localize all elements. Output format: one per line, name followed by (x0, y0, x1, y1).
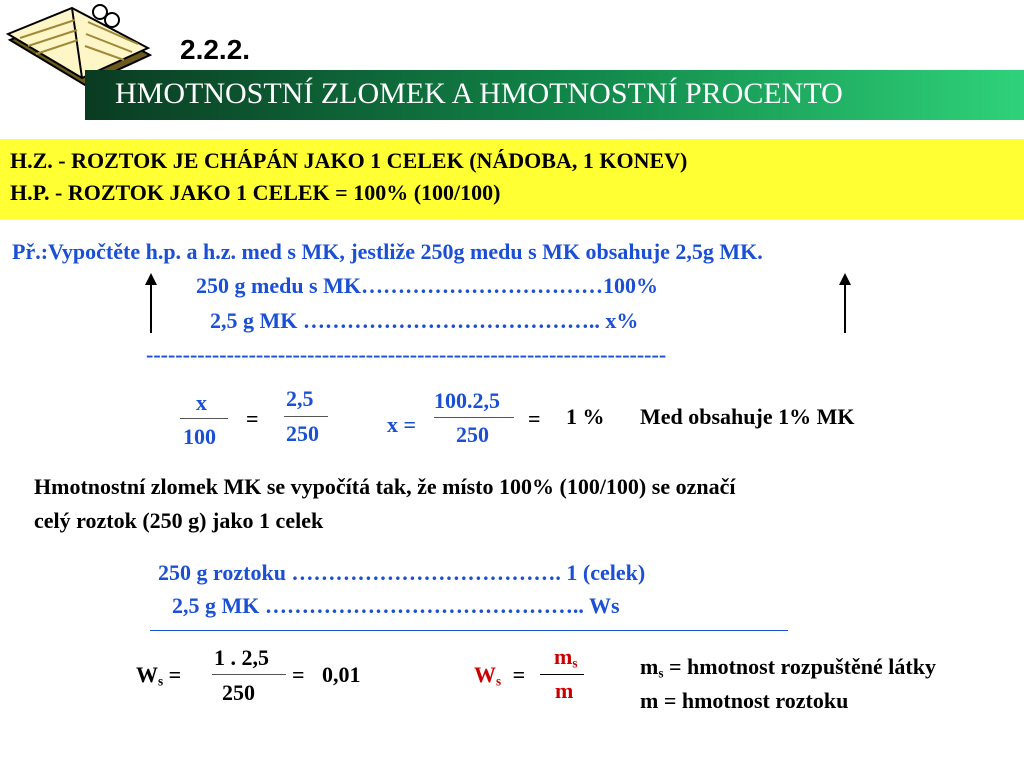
section-number: 2.2.2. (180, 34, 251, 65)
formula-numerator: $m_s$ (554, 644, 578, 671)
title-bar (85, 70, 1024, 120)
eq1-calc-denominator: 250 (456, 422, 489, 447)
formula-fraction-line (540, 674, 584, 675)
proportion2-row-2: 2,5 g MK …………………………………….. Ws (172, 593, 620, 618)
explanation-line-2: celý roztok (250 g) jako 1 celek (34, 508, 324, 533)
formula-ws-label: $W_s$ = (474, 662, 526, 689)
eq1-rhs-denominator: 250 (286, 421, 319, 446)
eq2-numerator: 1 . 2,5 (214, 645, 269, 670)
formula-denominator: m (555, 678, 574, 703)
eq1-conclusion: Med obsahuje 1% MK (640, 404, 855, 429)
explanation-line-1: Hmotnostní zlomek MK se vypočítá tak, že místo 100% (100/100) se označí (34, 474, 736, 499)
eq2-result: 0,01 (322, 662, 361, 687)
proportion2-underline (150, 630, 788, 631)
eq2-fraction-line (212, 674, 286, 675)
legend-m: m = hmotnost roztoku (640, 688, 849, 713)
eq1-rhs-fraction-line (284, 416, 328, 417)
legend-ms: $m_s$ = hmotnost rozpuštěné látky (640, 654, 936, 681)
eq1-equals-2: = (528, 406, 541, 431)
eq1-calc-fraction-line (434, 417, 514, 418)
dashed-separator: ----------------------------------------------------------------------- (146, 342, 667, 367)
eq1-equals: = (246, 406, 259, 431)
definition-hp: H.P. - ROZTOK JAKO 1 CELEK = 100% (100/100) (10, 180, 501, 205)
arrow-left-icon (150, 275, 152, 333)
page-title: HMOTNOSTNÍ ZLOMEK A HMOTNOSTNÍ PROCENTO (115, 77, 843, 110)
eq1-lhs-fraction-line (180, 418, 228, 419)
proportion2-row-1: 250 g roztoku ………………………………. 1 (celek) (158, 560, 646, 585)
eq1-lhs-denominator: 100 (183, 424, 216, 449)
proportion-row-2: 2,5 g MK ………………………………….. x% (210, 308, 639, 333)
eq2-denominator: 250 (222, 680, 255, 705)
definition-hz: H.Z. - ROZTOK JE CHÁPÁN JAKO 1 CELEK (NÁDOBA, 1 KONEV) (10, 148, 688, 173)
proportion-row-1: 250 g medu s MK……………………………100% (196, 273, 658, 298)
eq2-equals: = (292, 662, 305, 687)
arrow-right-icon (844, 275, 846, 333)
eq1-calc-numerator: 100.2,5 (434, 388, 500, 413)
eq1-rhs-numerator: 2,5 (286, 386, 314, 411)
eq2-ws-label: $W_s$ = (136, 662, 182, 689)
example-question: Př.:Vypočtěte h.p. a h.z. med s MK, jestliže 250g medu s MK obsahuje 2,5g MK. (12, 239, 763, 264)
eq1-result: 1 % (566, 404, 605, 429)
eq1-lhs-numerator: x (196, 390, 207, 415)
eq1-x-label: x = (387, 412, 417, 437)
